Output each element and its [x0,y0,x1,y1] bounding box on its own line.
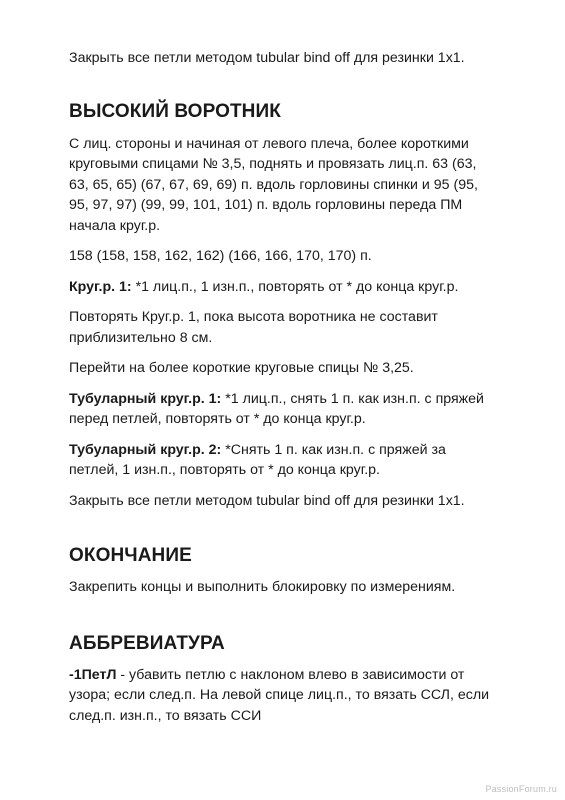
paragraph-switch-needles: Перейти на более короткие круговые спицы № 3,25. [69,360,414,376]
paragraph-bind-off: Закрыть все петли методом tubular bind off для резинки 1х1. [69,492,465,509]
tubular-round-2-text: *Снять 1 п. как изн.п. с пряжей за петлей, 1 изн.п., повторять от * до конца круг.р. [69,441,446,478]
round-1-label: Круг.р. 1: [69,278,132,295]
tubular-round-1-text: *1 лиц.п., снять 1 п. как изн.п. с пряжей перед петлей, повторять от * до конца круг.р. [69,390,484,427]
paragraph-repeat-round: Повторять Круг.р. 1, пока высота воротника не составит приблизительно 8 см. [69,309,438,346]
heading-high-collar: ВЫСОКИЙ ВОРОТНИК [69,100,281,122]
heading-finishing: ОКОНЧАНИЕ [69,545,192,566]
watermark: PassionForum.ru [485,784,557,794]
round-1-text: *1 лиц.п., 1 изн.п., повторять от * до конца круг.р. [131,278,459,295]
abbreviation-term: -1ПетЛ [69,666,117,683]
abbreviation-definition: - убавить петлю с наклоном влево в зависимости от узора; если след.п. На левой спице лиц.п., то вязать ССЛ, если след.п. изн.п., то вязать ССИ [69,666,490,724]
document-content [69,48,499,726]
tubular-round-2-label: Тубуларный круг.р. 2: [69,441,222,458]
paragraph-tubular-round-1 [69,389,499,430]
paragraph-round-1 [69,277,499,298]
paragraph-bind-off-top: Закрыть все петли методом tubular bind off для резинки 1х1. [69,50,465,66]
paragraph-total-stitches: 158 (158, 158, 162, 162) (166, 166, 170, 170) п. [69,248,372,264]
paragraph-tubular-round-2 [69,440,499,481]
paragraph-pickup-stitches: С лиц. стороны и начиная от левого плеча, более короткими круговыми спицами № 3,5, поднять и провязать лиц.п. 63 (63, 63, 65, 65) (67, 67, 69, 69) п. вдоль горловины спинки и 95 (95, 95, 97, 97) (99, 99, 101, 101) п. вдоль горловины переда ПМ начала круг.р. [69,135,478,234]
tubular-round-1-label: Тубуларный круг.р. 1: [69,390,222,407]
paragraph-abbreviation [69,665,499,727]
paragraph-finishing: Закрепить концы и выполнить блокировку по измерениям. [69,579,456,595]
heading-abbreviations: АББРЕВИАТУРА [69,632,225,654]
